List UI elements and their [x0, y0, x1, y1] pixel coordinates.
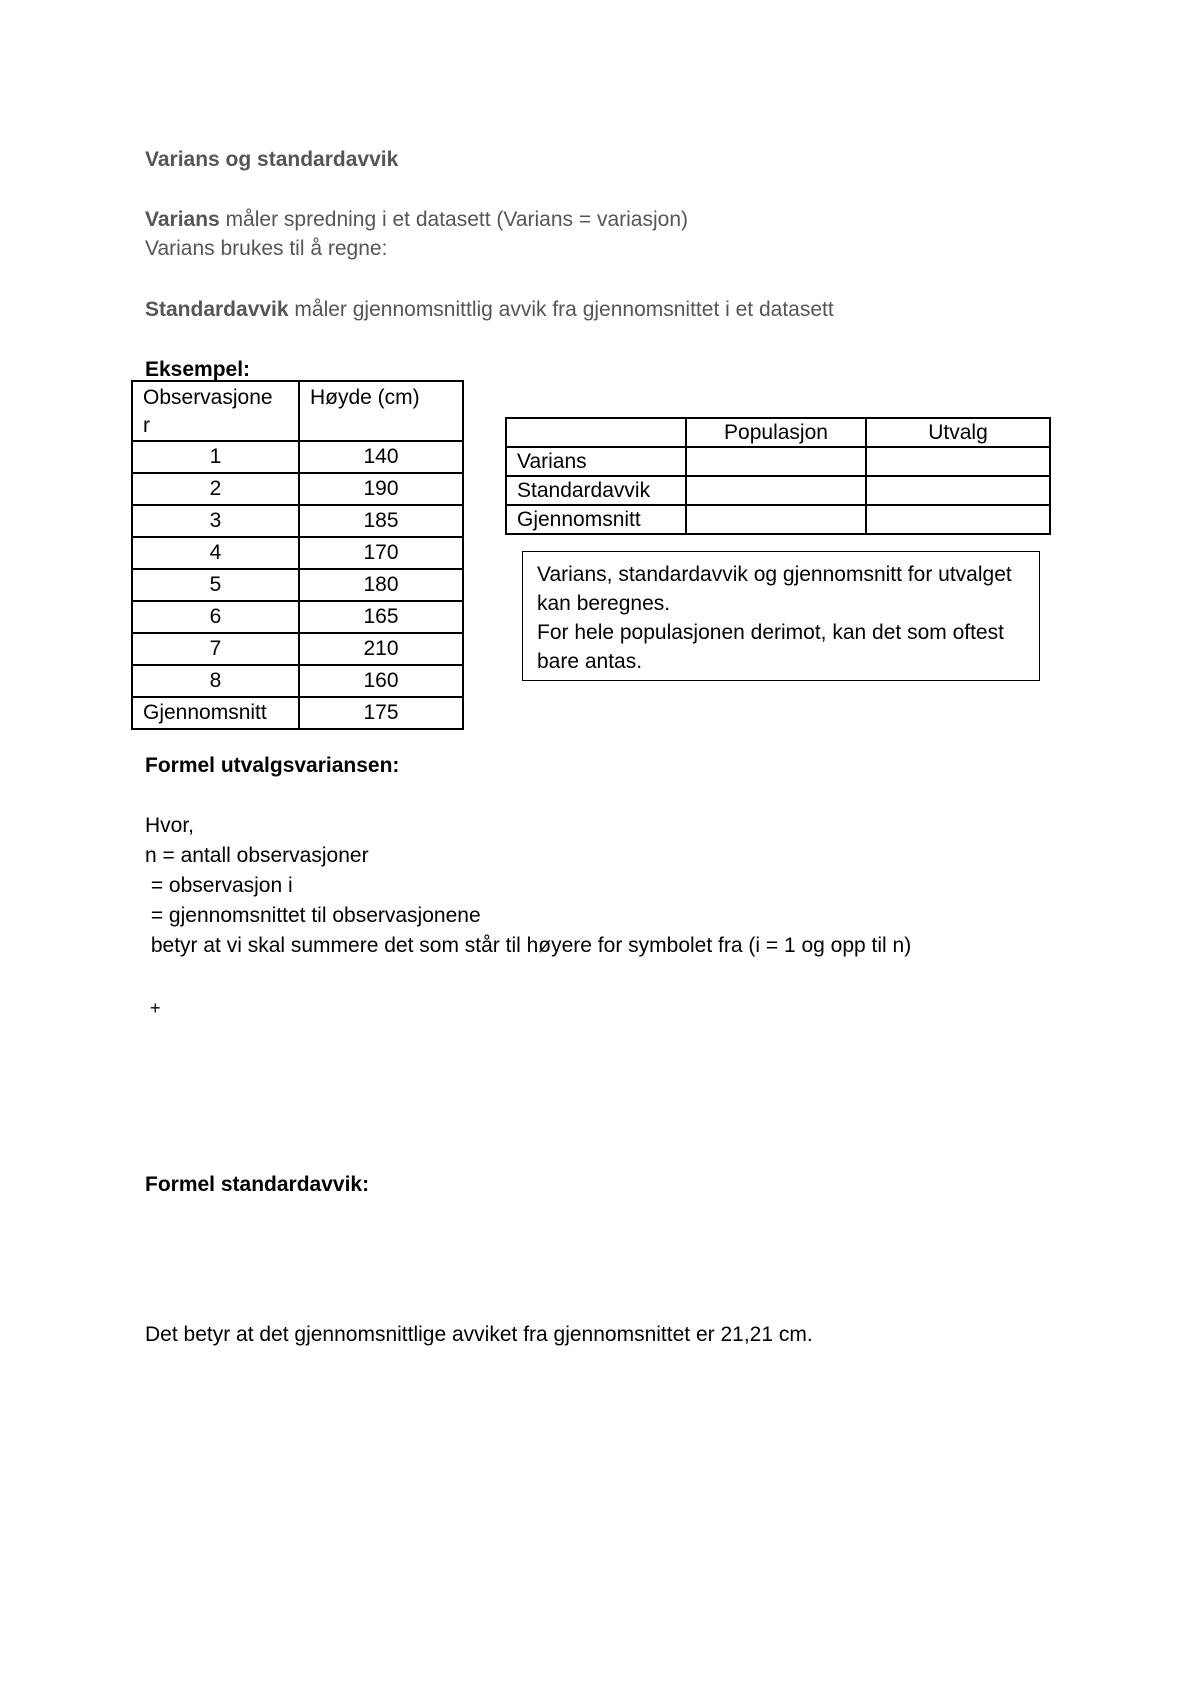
obs-number: 3 — [132, 505, 299, 537]
obs-height: 160 — [299, 665, 463, 697]
stats-row-label: Gjennomsnitt — [506, 505, 686, 534]
stats-header-sample: Utvalg — [866, 418, 1050, 447]
formula-variance-heading: Formel utvalgsvariansen: — [145, 754, 400, 777]
stats-row-label: Varians — [506, 447, 686, 476]
stats-cell-sample — [866, 476, 1050, 505]
table-row — [132, 633, 463, 665]
mean-label: Gjennomsnitt — [132, 697, 299, 729]
example-label: Eksempel: — [145, 358, 251, 381]
variance-use: Varians brukes til å regne: — [145, 237, 388, 260]
obs-height: 180 — [299, 569, 463, 601]
stats-header-row — [506, 418, 1050, 447]
stats-row — [506, 476, 1050, 505]
conclusion-text: Det betyr at det gjennomsnittlige avviket fra gjennomsnittet er 21,21 cm. — [145, 1323, 813, 1346]
note-line: Varians, standardavvik og gjennomsnitt for utvalget — [537, 563, 1012, 586]
note-box — [522, 551, 1040, 681]
sum-definition: betyr at vi skal summere det som står til høyere for symbolet fra (i = 1 og opp til n) — [145, 934, 912, 957]
obs-number: 1 — [132, 441, 299, 473]
table-row — [132, 537, 463, 569]
observations-table — [131, 380, 464, 730]
stats-table — [505, 417, 1051, 535]
table-row — [132, 601, 463, 633]
table-header-row — [132, 381, 463, 441]
variance-definition — [145, 207, 688, 233]
obs-height: 210 — [299, 633, 463, 665]
stats-cell-population — [686, 476, 866, 505]
mean-value: 175 — [299, 697, 463, 729]
table-row — [132, 441, 463, 473]
note-line: kan beregnes. — [537, 592, 671, 615]
obs-height: 190 — [299, 473, 463, 505]
stats-cell-sample — [866, 505, 1050, 534]
stats-row — [506, 505, 1050, 534]
note-line: For hele populasjonen derimot, kan det som oftest — [537, 621, 1004, 644]
stddev-term: Standardavvik — [145, 298, 289, 321]
formula-stddev-heading: Formel standardavvik: — [145, 1173, 370, 1196]
stats-header-empty — [506, 418, 686, 447]
obs-number: 4 — [132, 537, 299, 569]
variance-term: Varians — [145, 208, 220, 231]
table-row — [132, 569, 463, 601]
stddev-definition-text: måler gjennomsnittlig avvik fra gjennomsnittet i et datasett — [288, 298, 834, 321]
n-definition: n = antall observasjoner — [145, 844, 369, 867]
plus-sign: + — [150, 998, 161, 1018]
stats-row — [506, 447, 1050, 476]
mean-row — [132, 697, 463, 729]
header-observations: Observasjone r — [132, 381, 299, 441]
variance-definition-text: måler spredning i et datasett (Varians = variasjon) — [219, 208, 688, 231]
stddev-definition — [145, 297, 834, 323]
table-row — [132, 665, 463, 697]
stats-cell-population — [686, 447, 866, 476]
obs-number: 8 — [132, 665, 299, 697]
obs-height: 165 — [299, 601, 463, 633]
obs-number: 7 — [132, 633, 299, 665]
obs-height: 185 — [299, 505, 463, 537]
xi-definition: = observasjon i — [145, 874, 293, 897]
obs-height: 140 — [299, 441, 463, 473]
page-title: Varians og standardavvik — [145, 148, 399, 171]
mean-definition: = gjennomsnittet til observasjonene — [145, 904, 481, 927]
stats-row-label: Standardavvik — [506, 476, 686, 505]
table-row — [132, 473, 463, 505]
obs-number: 6 — [132, 601, 299, 633]
obs-height: 170 — [299, 537, 463, 569]
table-row — [132, 505, 463, 537]
stats-cell-sample — [866, 447, 1050, 476]
header-height: Høyde (cm) — [299, 381, 463, 441]
note-line: bare antas. — [537, 650, 643, 673]
stats-cell-population — [686, 505, 866, 534]
obs-number: 5 — [132, 569, 299, 601]
obs-number: 2 — [132, 473, 299, 505]
where-label: Hvor, — [145, 814, 195, 837]
stats-header-population: Populasjon — [686, 418, 866, 447]
